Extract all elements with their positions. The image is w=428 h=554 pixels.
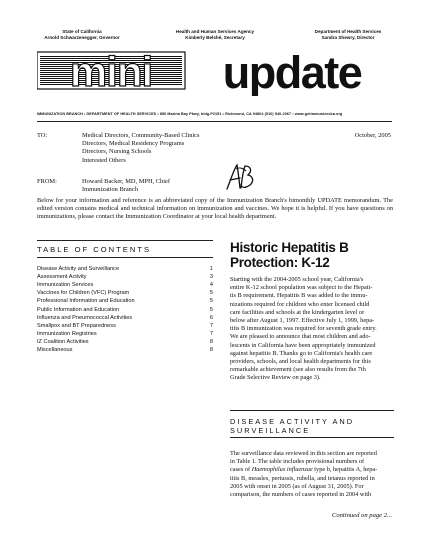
toc-item-page: 8 <box>209 338 213 345</box>
agency-right-line1: Department of Health Services <box>314 29 382 34</box>
article-line: Starting with the 2004-2005 school year, California's <box>230 276 364 283</box>
toc-item-page: 5 <box>209 298 213 305</box>
toc-item-title: Public Information and Education <box>37 306 120 313</box>
toc-item-title: Professional Information and Education <box>37 298 135 305</box>
toc-item <box>37 323 213 331</box>
to-line: Interested Others <box>82 156 126 164</box>
article-line: Grade Selective Review on page 3). <box>230 374 321 382</box>
article-line: against hepatitis B. Thanks go to California's health care <box>230 349 373 357</box>
agency-left <box>34 29 130 41</box>
continued-note: Continued on page 2... <box>331 512 392 519</box>
toc-list <box>37 266 213 362</box>
section2-line: comparison, the numbers of cases reported in 2004 with <box>230 491 372 499</box>
toc-heading: TABLE OF CONTENTS <box>37 245 152 254</box>
toc-item-title: Immunization Services <box>37 282 94 289</box>
to-line: Medical Directors, Community-Based Clinics <box>82 132 200 139</box>
agency-center-line2: Kimberly Belshé, Secretary <box>185 35 245 40</box>
article-title-line2: Protection: K-12 <box>230 255 330 270</box>
toc-item-title: Miscellaneous <box>37 347 73 353</box>
toc-item-title: Vaccines for Children (VFC) Program <box>37 290 130 297</box>
section2-line <box>230 466 394 474</box>
from-sender <box>82 178 170 194</box>
toc-item <box>37 298 213 306</box>
toc-item-page: 3 <box>209 274 213 281</box>
signature-image <box>224 161 258 195</box>
toc-item-title: IZ Coalition Activities <box>37 338 89 345</box>
toc-header <box>37 240 213 258</box>
toc-item-page: 7 <box>209 330 213 337</box>
toc-item-page: 4 <box>209 282 213 289</box>
toc-item-page: 6 <box>209 314 213 321</box>
article-line: titis B immunization was required for seventh grade entry. <box>230 325 377 333</box>
article-line: care facilities and schools at the kindergarten level or <box>230 308 365 316</box>
agency-right-line2: Sandra Shewry, Director <box>321 35 375 40</box>
article-line: tis B requirement. Hepatitis B was added to the immu- <box>230 292 368 300</box>
article-line: remarkable achievement (see also results from the 7th <box>230 366 366 374</box>
toc-item-page: 5 <box>209 290 213 297</box>
section2-line: The surveillance data reviewed in this section are reported <box>230 450 377 457</box>
toc-item <box>37 307 213 315</box>
toc <box>37 240 213 354</box>
agency-right <box>302 29 394 41</box>
masthead-rule <box>37 121 392 122</box>
toc-item-page: 5 <box>209 306 213 313</box>
section-heading-line1: DISEASE ACTIVITY AND <box>230 417 355 426</box>
toc-item-title: Smallpox and BT Preparedness <box>37 322 116 329</box>
section-heading-line2: SURVEILLANCE <box>230 426 311 435</box>
toc-item <box>37 290 213 298</box>
masthead-mini-text: mini <box>69 50 153 95</box>
article-body <box>230 276 394 383</box>
article-line: nizations required for children who enter licensed child <box>230 300 370 308</box>
agency-left-line2: Arnold Schwarzenegger, Governor <box>44 35 120 40</box>
toc-item-page: 1 <box>209 266 213 272</box>
toc-item-title: Influenza and Pneumococcal Activities <box>37 314 133 321</box>
memo-date: October, 2005 <box>354 132 391 139</box>
section2-line3-pre: cases of <box>230 466 252 474</box>
section2-line3-post: type b, hepatitis A, hepa- <box>312 466 378 474</box>
article-line: lescents in California have been appropriately immunized <box>230 341 376 349</box>
agency-left-line1: State of California <box>62 29 102 34</box>
toc-item-page: 7 <box>209 322 213 329</box>
intro-paragraph: Below for your information and reference is an abbreviated copy of the Immunization Branch's bimonthly UPDATE memorandum. The edited version contains medical and technical information on immunization and vaccines. We hope it is helpful. If you have questions on immunizations, please contact the Immunization Coordinator at your local health department. <box>37 197 393 221</box>
to-label: TO: <box>37 132 48 139</box>
toc-item-title: Immunization Registries <box>37 330 97 337</box>
article-line: We are pleased to announce that most children and ado- <box>230 333 371 341</box>
agency-center-line1: Health and Human Services Agency <box>175 29 255 34</box>
article-title <box>230 240 349 270</box>
section2-body <box>230 450 394 499</box>
toc-item <box>37 315 213 323</box>
section2-line: in Table 1. The table includes provisional numbers of <box>230 458 365 466</box>
section-heading-box <box>230 410 394 438</box>
from-label: FROM: <box>37 178 57 185</box>
toc-item-title: Assessment Activity <box>37 274 87 281</box>
masthead-update-text: update <box>222 50 362 96</box>
toc-item <box>37 266 213 274</box>
to-line: Directors, Medical Residency Programs <box>82 140 185 148</box>
section2-line3-italic: Haemophilus influenzae <box>251 466 313 474</box>
masthead-logo <box>37 50 395 96</box>
toc-item <box>37 282 213 290</box>
from-line: Immunization Branch <box>82 186 138 194</box>
article-line: below after August 1, 1997. Effective July 1, 1999, hepa- <box>230 317 375 325</box>
toc-item <box>37 331 213 339</box>
section2-line: 2005 with onset in 2005 (as of August 31, 2005). For <box>230 482 364 490</box>
section-heading <box>230 417 354 435</box>
from-line: Howard Backer, MD, MPH, Chief <box>82 178 170 185</box>
section2-line: titis B, measles, pertussis, rubella, and tetanus reported in <box>230 474 375 482</box>
agency-center <box>166 29 264 41</box>
article-line: providers, schools, and local health departments for this <box>230 358 371 366</box>
toc-item <box>37 339 213 347</box>
article-line: entire K-12 school population was subject to the Hepati- <box>230 284 373 292</box>
toc-item-page: 8 <box>209 347 213 353</box>
toc-item <box>37 347 213 355</box>
article-title-line1: Historic Hepatitis B <box>230 240 349 255</box>
to-recipients <box>82 132 200 165</box>
toc-item-title: Disease Activity and Surveillance <box>37 266 120 272</box>
masthead-address: IMMUNIZATION BRANCH • DEPARTMENT OF HEALTH SERVICES • 850 Marina Bay Pkwy, bldg.P2151 • Richmond, CA 94804 (510) 540-2067 • www.getimmunizedca.org <box>37 112 343 116</box>
to-line: Directors, Nursing Schools <box>82 148 152 156</box>
toc-item <box>37 274 213 282</box>
